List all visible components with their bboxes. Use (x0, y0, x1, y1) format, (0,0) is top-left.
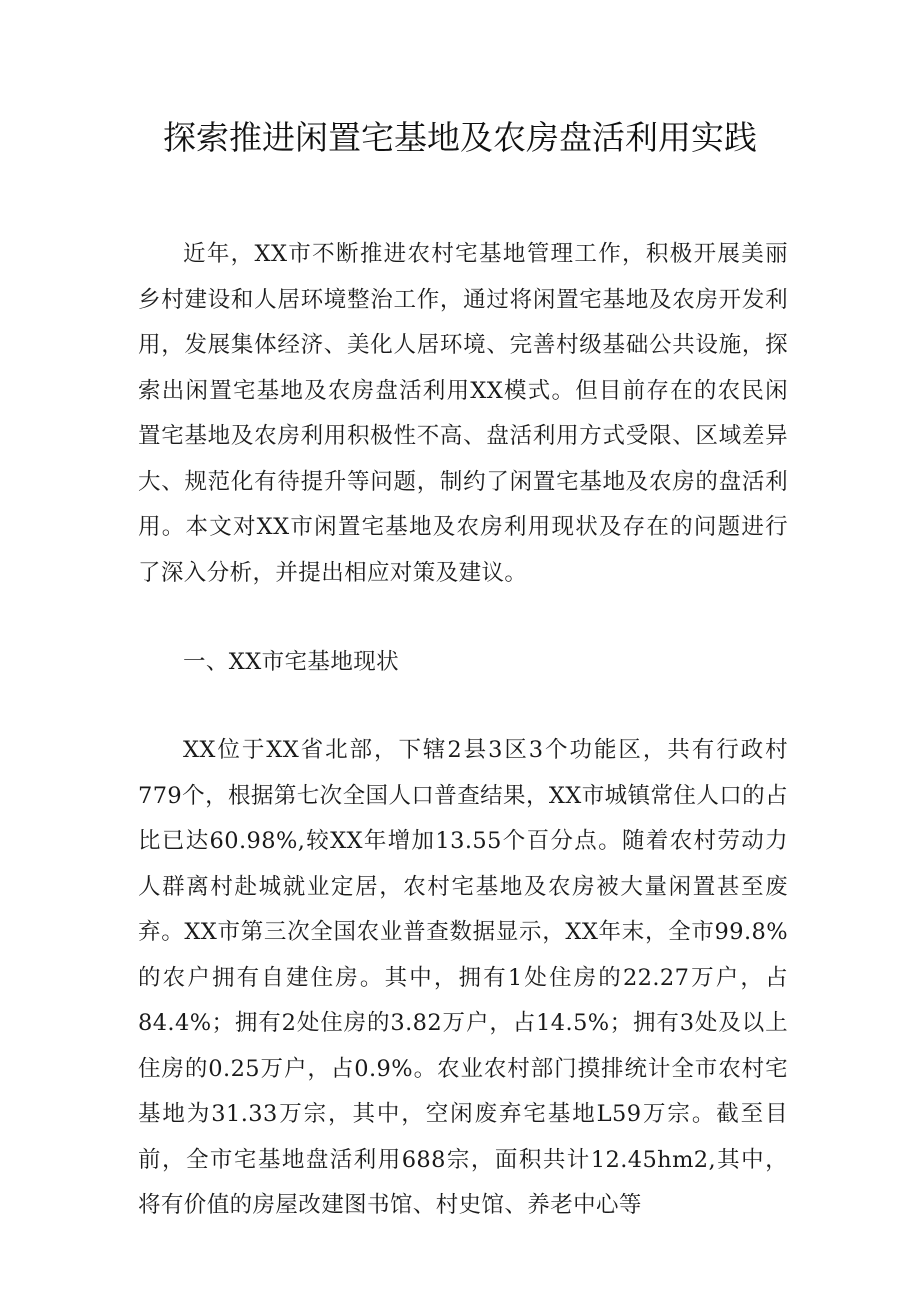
document-title: 探索推进闲置宅基地及农房盘活利用实践 (163, 118, 757, 157)
section-heading: 一、XX市宅基地现状 (183, 649, 400, 675)
section-paragraph: XX位于XX省北部，下辖2县3区3个功能区，共有行政村779个，根据第七次全国人口普查结果，XX市城镇常住人口的占比已达60.98%,较XX年增加13.55个百分点。随着农村劳动力人群离村赴城就业定居，农村宅基地及农房被大量闲置甚至废弃。XX市第三次全国农业普查数据显示，XX年末，全市99.8%的农户拥有自建住房。其中，拥有1处住房的22.27万户，占84.4%；拥有2处住房的3.82万户，占14.5%；拥有3处及以上住房的0.25万户，占0.9%。农业农村部门摸排统计全市农村宅基地为31.33万宗，其中，空闲废弃宅基地L59万宗。截至目前，全市宅基地盘活利用688宗，面积共计12.45hm2,其中，将有价值的房屋改建图书馆、村史馆、养老中心等 (138, 737, 788, 1218)
intro-paragraph: 近年，XX市不断推进农村宅基地管理工作，积极开展美丽乡村建设和人居环境整治工作，通过将闲置宅基地及农房开发利用，发展集体经济、美化人居环境、完善村级基础公共设施，探索出闲置宅基地及农房盘活利用XX模式。但目前存在的农民闲置宅基地及农房利用积极性不高、盘活利用方式受限、区域差异大、规范化有待提升等问题，制约了闲置宅基地及农房的盘活利用。本文对XX市闲置宅基地及农房利用现状及存在的问题进行了深入分析，并提出相应对策及建议。 (138, 241, 788, 586)
